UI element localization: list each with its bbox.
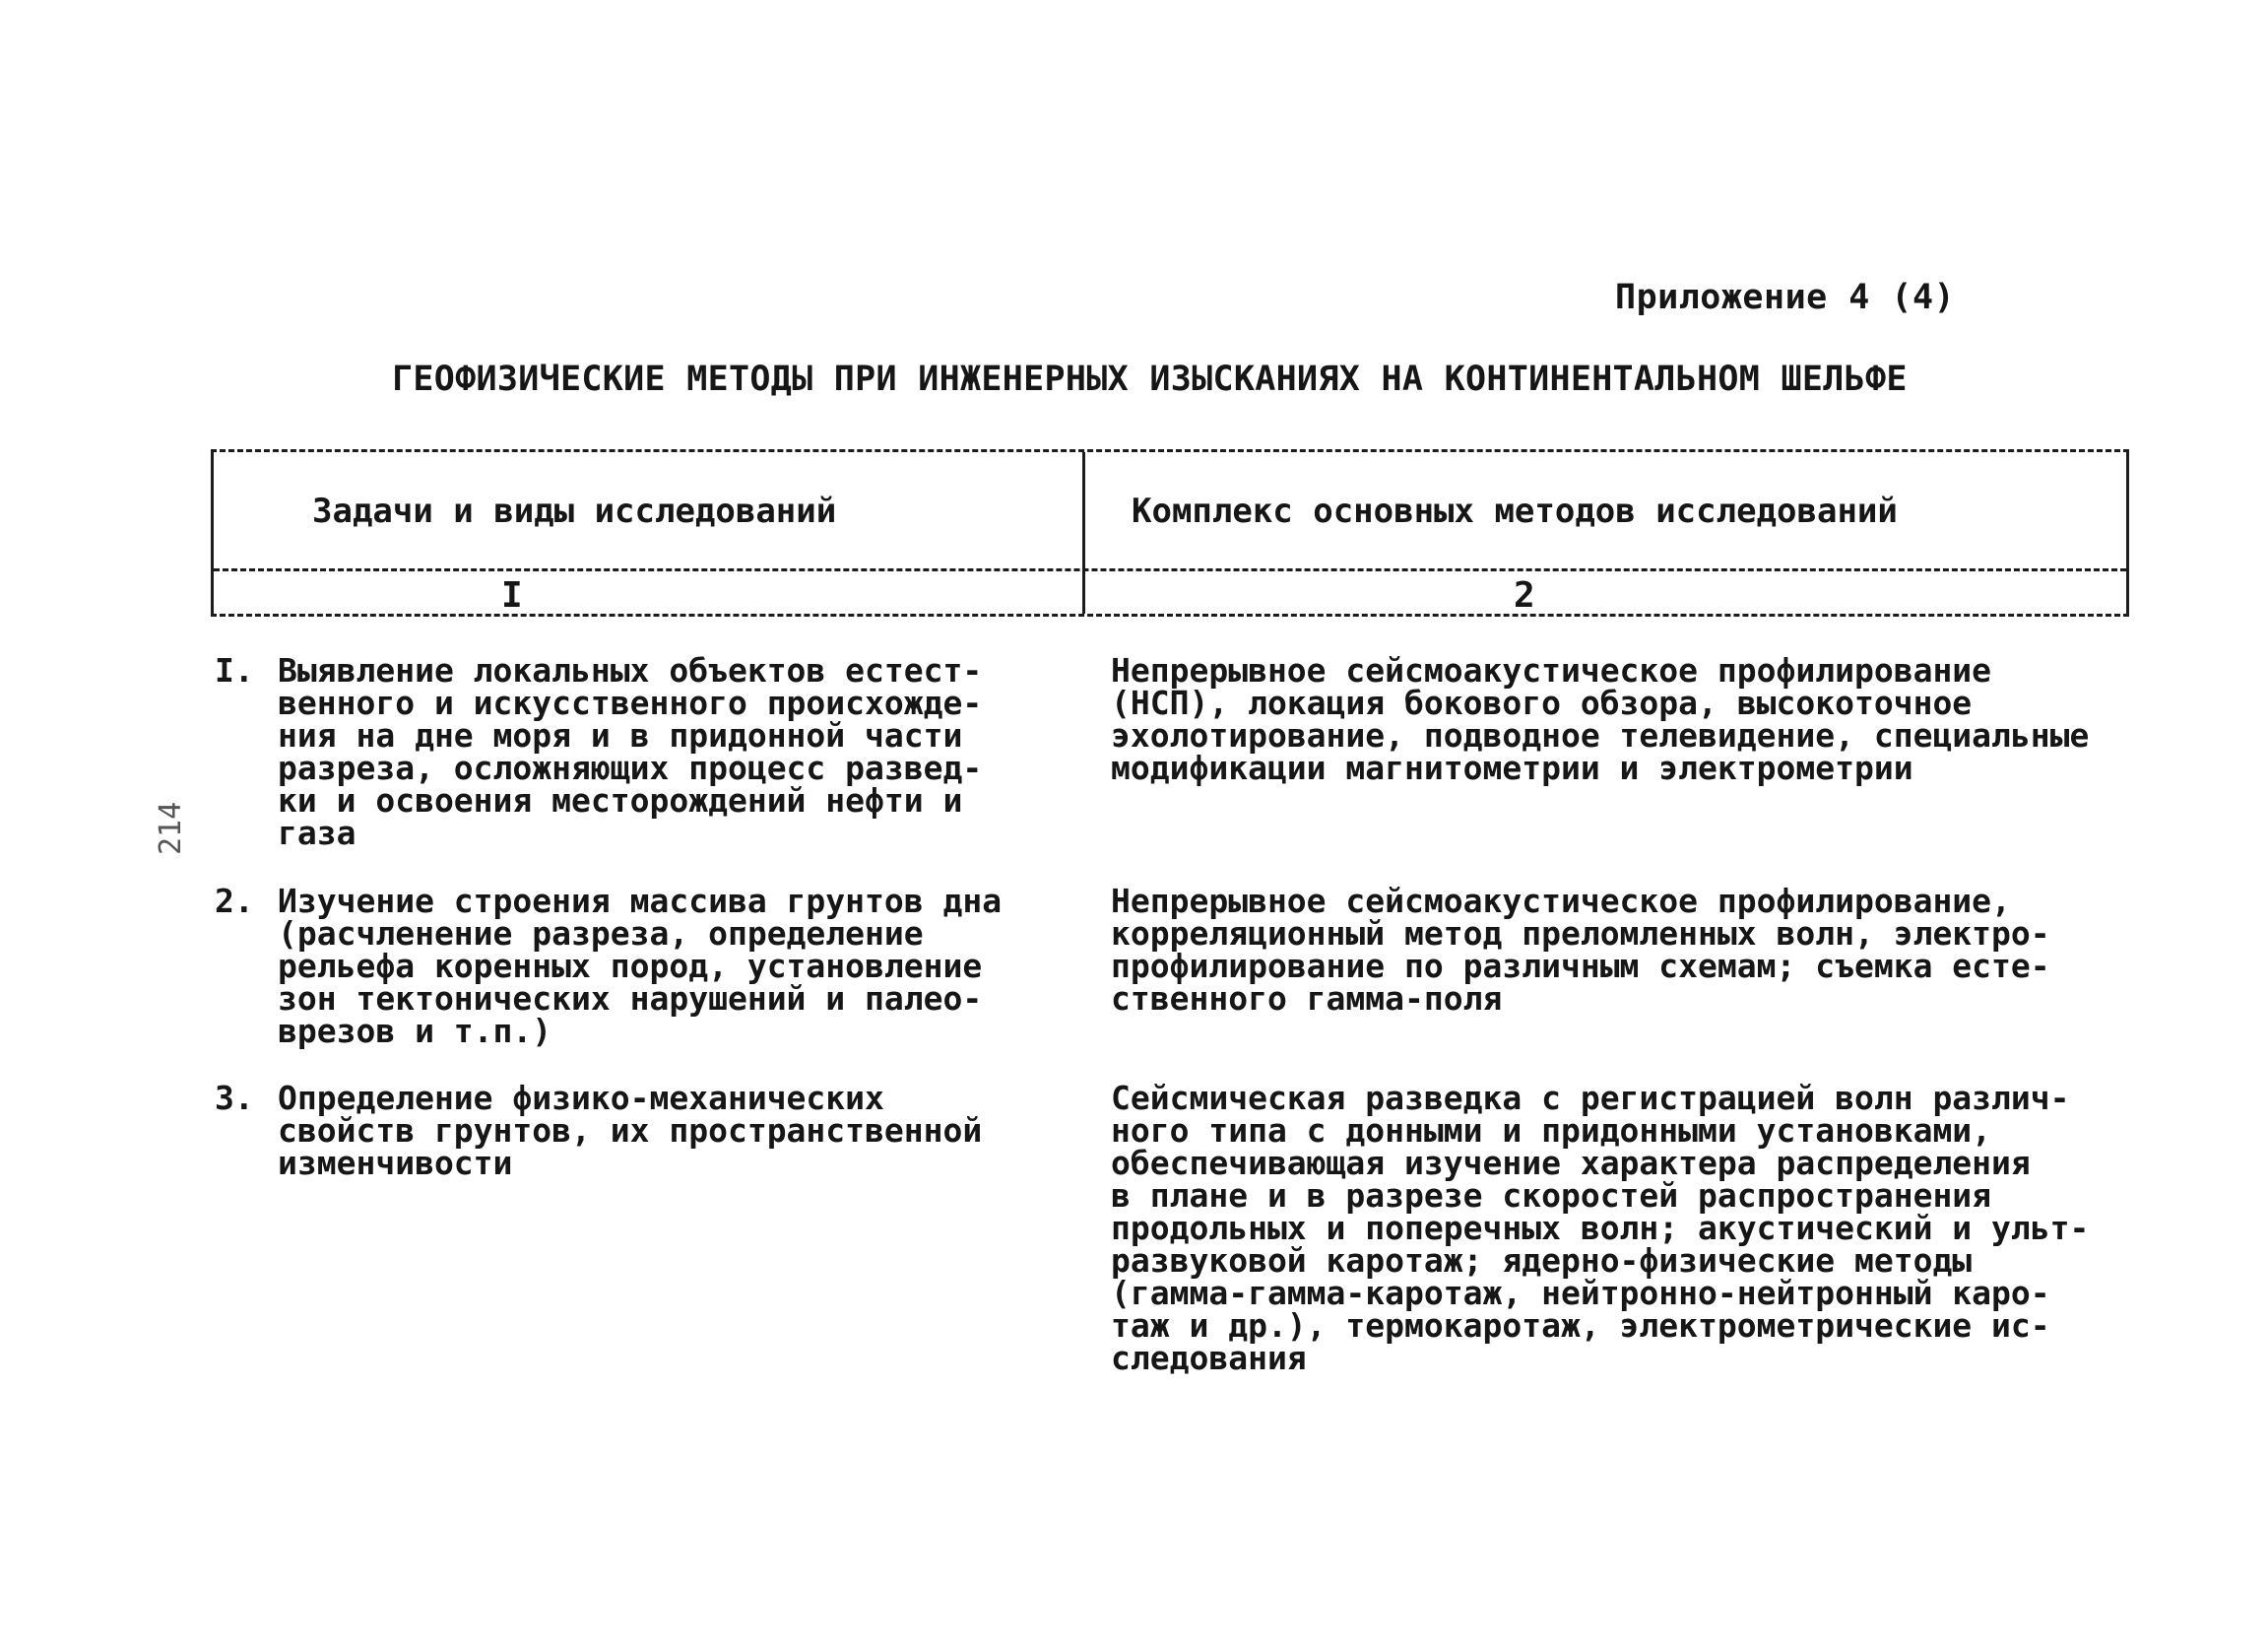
margin-mark: 214 [154, 801, 188, 855]
row-number: 3. [215, 1079, 254, 1117]
task-cell: Определение физико-механических свойств грунтов, их пространственной изменчивости [278, 1079, 983, 1182]
row-number: I. [215, 651, 254, 690]
methods-cell: Непрерывное сейсмоакустическое профилирование, корреляционный метод преломленных волн, электро- профилирование по различным схемам; съемка есте- ственного гамма-поля [1111, 882, 2050, 1018]
document-title: ГЕОФИЗИЧЕСКИЕ МЕТОДЫ ПРИ ИНЖЕНЕРНЫХ ИЗЫСКАНИЯХ НА КОНТИНЕНТАЛЬНОМ ШЕЛЬФЕ [392, 360, 1908, 399]
methods-cell: Непрерывное сейсмоакустическое профилирование (НСП), локация бокового обзора, высокоточное эхолотирование, подводное телевидение, специальные модификации магнитометрии и электрометрии [1111, 651, 2090, 787]
column-header-methods: Комплекс основных методов исследований [1132, 492, 1898, 531]
table-header [211, 449, 2129, 617]
appendix-label: Приложение 4 (4) [1615, 278, 1956, 317]
task-cell: Изучение строения массива грунтов дна (расчленение разреза, определение рельефа коренных пород, установление зон тектонических нарушений и палео- врезов и т.п.) [278, 882, 1003, 1050]
column-number-1: I [501, 575, 523, 616]
task-cell: Выявление локальных объектов естест- венного и искусственного происхожде- ния на дне моря и в придонной части разреза, осложняющих процесс развед- ки и освоения месторождений нефти и газа [278, 651, 983, 852]
header-divider-line [214, 568, 2126, 571]
column-divider [1082, 452, 1085, 614]
row-number: 2. [215, 882, 254, 920]
column-header-tasks: Задачи и виды исследований [312, 492, 837, 531]
methods-cell: Сейсмическая разведка с регистрацией волн различ- ного типа с донными и придонными установками, обеспечивающая изучение характера распределения в плане и в разрезе скоростей распространения продольных и поперечных волн; акустический и ульт- развуковой каротаж; ядерно-физические методы (гамма-гамма-каротаж, нейтронно-нейтронный каро- таж и др.), термокаротаж, электрометрические ис- следования [1111, 1079, 2090, 1377]
column-number-2: 2 [1514, 575, 1535, 616]
